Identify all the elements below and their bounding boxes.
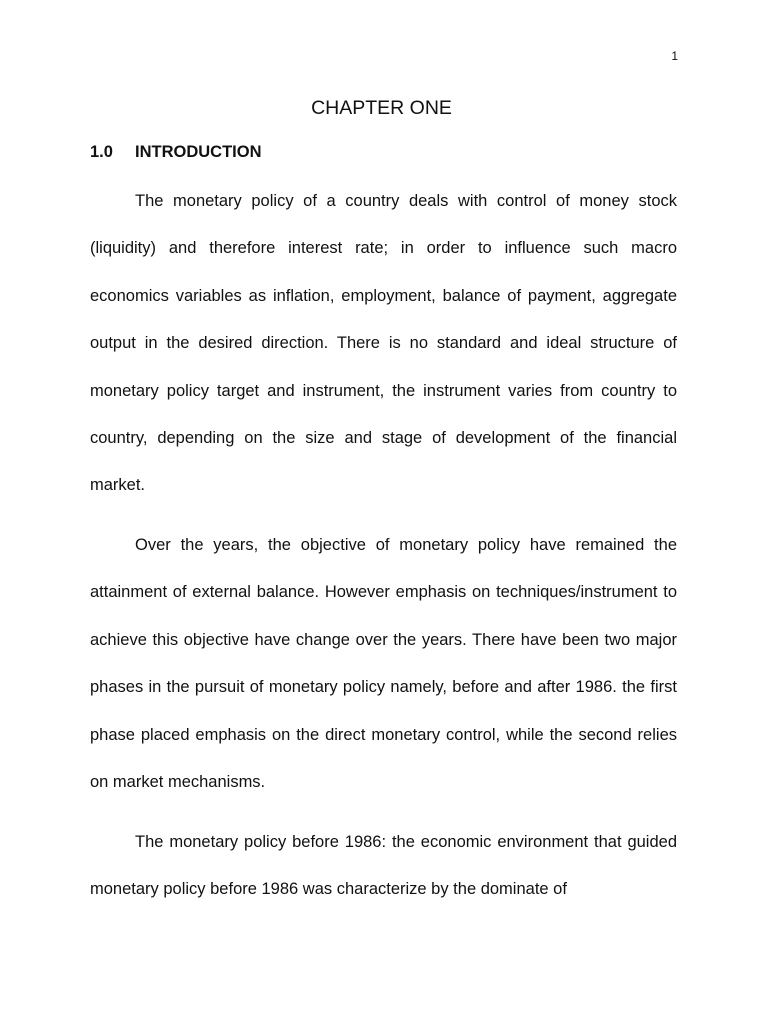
page-number: 1 (671, 49, 678, 63)
body-paragraph: Over the years, the objective of monetary policy have remained the attainment of external balance. However emphasis on techniques/instrument to achieve this objective have change over the years. There have been two major phases in the pursuit of monetary policy namely, before and after 1986. the first phase placed emphasis on the direct monetary control, while the second relies on market mechanisms. (90, 536, 677, 792)
chapter-title: CHAPTER ONE (311, 97, 452, 119)
section-title: INTRODUCTION (135, 143, 262, 161)
section-heading (90, 141, 262, 163)
body-paragraph: The monetary policy of a country deals with control of money stock (liquidity) and therefore interest rate; in order to influence such macro economics variables as inflation, employment, balance of payment, aggregate output in the desired direction. There is no standard and ideal structure of monetary policy target and instrument, the instrument varies from country to country, depending on the size and stage of development of the financial market. (90, 192, 677, 495)
body-paragraph: The monetary policy before 1986: the economic environment that guided monetary policy before 1986 was characterize by the dominate of (90, 833, 677, 899)
section-number: 1.0 (90, 143, 113, 161)
